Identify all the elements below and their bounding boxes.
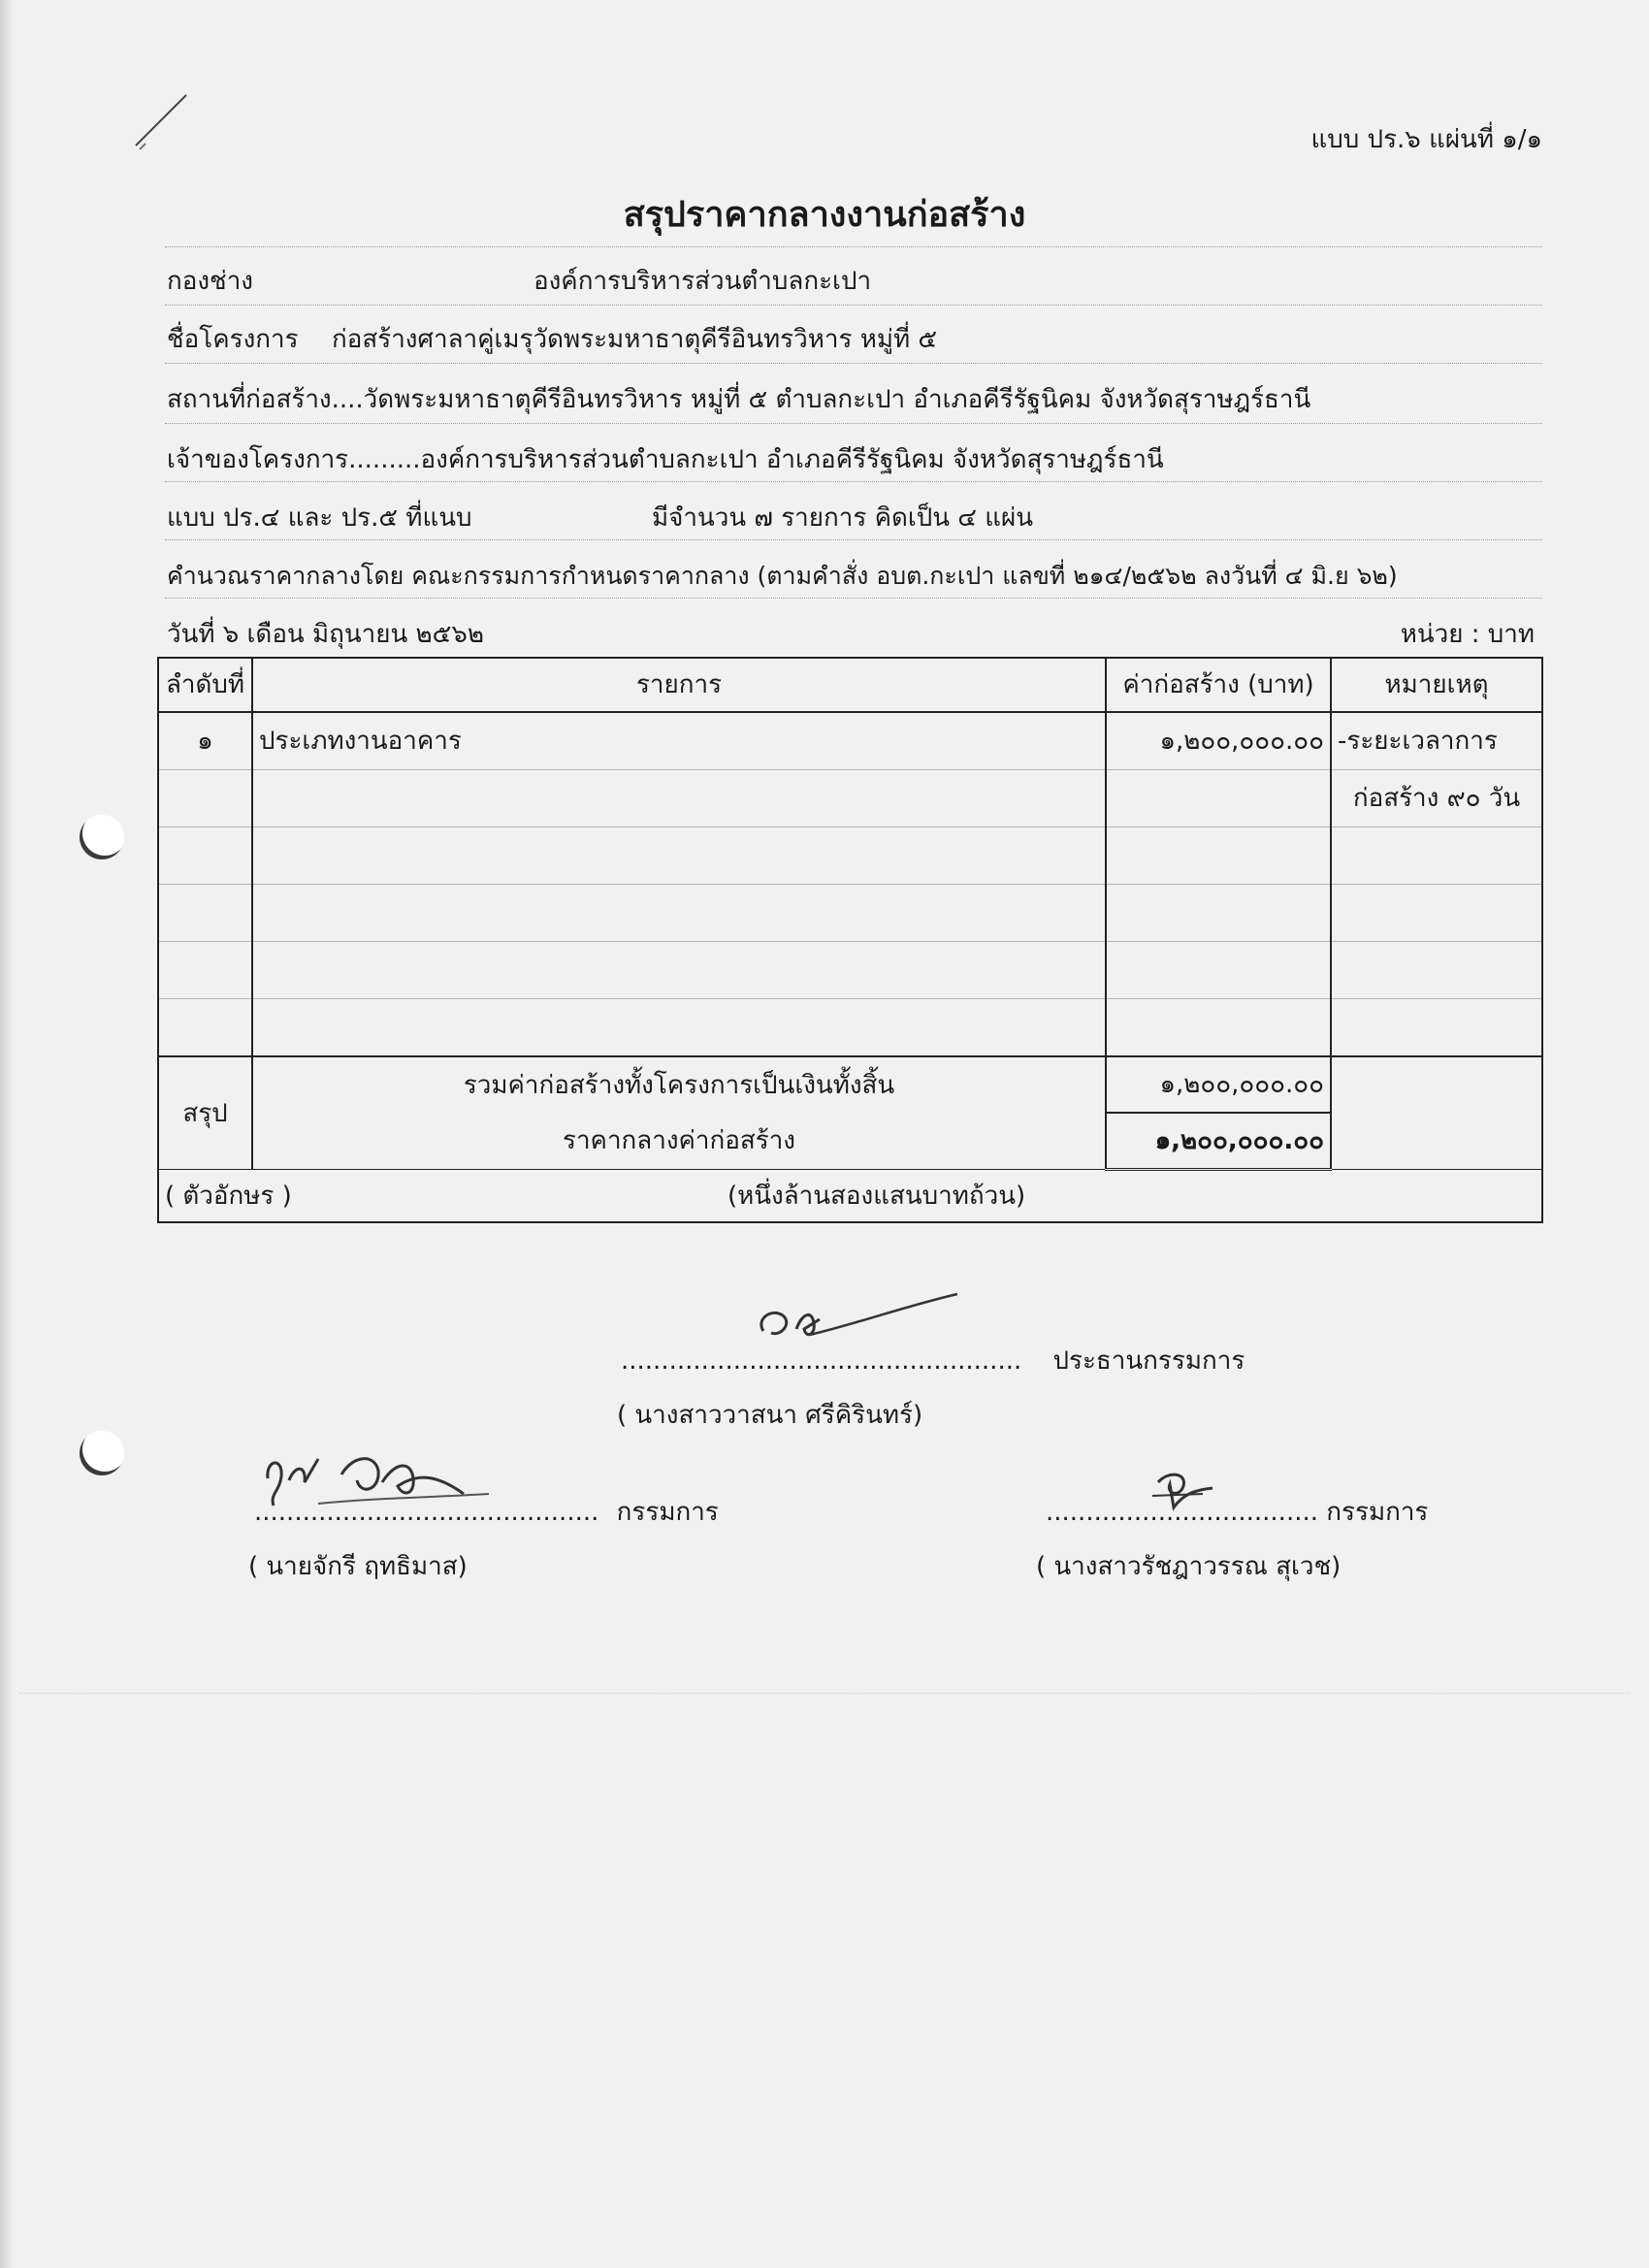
project-value: ก่อสร้างศาลาคู่เมรุวัดพระมหาธาตุคีรีอินทรวิหาร หมู่ที่ ๕ xyxy=(332,325,938,354)
member2-dots: .................................. xyxy=(1046,1498,1318,1527)
table-row xyxy=(158,712,1542,770)
attachments-row xyxy=(167,499,1544,537)
form-code: แบบ ปร.๖ แผ่นที่ ๑/๑ xyxy=(1310,125,1542,154)
row-remark xyxy=(1331,999,1542,1057)
words-value: (หนึ่งล้านสองแสนบาทถ้วน) xyxy=(728,1182,1026,1211)
unit-text: หน่วย : บาท xyxy=(1400,620,1535,649)
member1-signature-line xyxy=(254,1492,719,1532)
chair-signature-line xyxy=(621,1341,1245,1380)
cost-summary-table xyxy=(157,657,1543,1223)
row-no xyxy=(158,942,252,999)
dotted-rule xyxy=(165,481,1542,482)
calculated-by-row xyxy=(167,557,1544,596)
total-label: รวมค่าก่อสร้างทั้งโครงการเป็นเงินทั้งสิ้น xyxy=(252,1056,1106,1113)
table-row xyxy=(158,942,1542,999)
dotted-rule xyxy=(165,423,1542,424)
amount-in-words-row xyxy=(158,1170,1542,1223)
row-remark xyxy=(1331,885,1542,942)
row-cost xyxy=(1106,942,1331,999)
member1-name: ( นายจักรี ฤทธิมาส) xyxy=(248,1552,468,1581)
attachments-right: มีจำนวน ๗ รายการ คิดเป็น ๔ แผ่น xyxy=(652,503,1033,533)
division-value: องค์การบริหารส่วนตำบลกะเปา xyxy=(534,267,872,296)
col-header-remark: หมายเหตุ xyxy=(1331,658,1542,712)
table-row xyxy=(158,827,1542,885)
owner-row xyxy=(167,440,1544,479)
project-row xyxy=(167,320,1544,359)
col-header-no: ลำดับที่ xyxy=(158,658,252,712)
words-value-cell xyxy=(728,1170,1542,1223)
row-no xyxy=(158,827,252,885)
dotted-rule xyxy=(165,363,1542,364)
member2-signature-line xyxy=(1046,1492,1428,1532)
row-no xyxy=(158,770,252,827)
member2-role: กรรมการ xyxy=(1326,1498,1429,1527)
row-item xyxy=(252,885,1106,942)
member2-name: ( นางสาวรัชฎาวรรณ สุเวช) xyxy=(1036,1552,1342,1581)
row-cost xyxy=(1106,999,1331,1057)
row-cost xyxy=(1106,827,1331,885)
attachments-left: แบบ ปร.๔ และ ปร.๕ ที่แนบ xyxy=(167,503,472,533)
row-cost: ๑,๒๐๐,๐๐๐.๐๐ xyxy=(1106,712,1331,770)
col-header-cost: ค่าก่อสร้าง (บาท) xyxy=(1106,658,1331,712)
pen-mark xyxy=(126,87,204,155)
chair-dots: .................................................. xyxy=(621,1346,1022,1376)
table-row xyxy=(158,999,1542,1057)
division-label: กองช่าง xyxy=(167,267,253,296)
punch-hole-bottom xyxy=(80,1431,124,1475)
page-title: สรุปราคากลางงานก่อสร้าง xyxy=(623,195,1026,235)
table-row xyxy=(158,770,1542,827)
median-value: ๑,๒๐๐,๐๐๐.๐๐ xyxy=(1106,1113,1331,1170)
col-header-item: รายการ xyxy=(252,658,1106,712)
dotted-rule xyxy=(165,246,1542,247)
median-row xyxy=(158,1113,1542,1170)
dotted-rule xyxy=(165,598,1542,599)
row-item xyxy=(252,999,1106,1057)
chair-name: ( นางสาววาสนา ศรีคิรินทร์) xyxy=(617,1401,923,1430)
table-row xyxy=(158,885,1542,942)
row-remark: -ระยะเวลาการ xyxy=(1331,712,1542,770)
location-row xyxy=(167,380,1544,419)
row-item: ประเภทงานอาคาร xyxy=(252,712,1106,770)
date-text: วันที่ ๖ เดือน มิถุนายน ๒๕๖๒ xyxy=(167,620,484,649)
summary-label: สรุป xyxy=(158,1056,252,1170)
row-item xyxy=(252,942,1106,999)
total-value: ๑,๒๐๐,๐๐๐.๐๐ xyxy=(1106,1056,1331,1113)
row-no xyxy=(158,885,252,942)
total-remark xyxy=(1331,1056,1542,1113)
punch-hole-top xyxy=(80,815,124,859)
dotted-rule xyxy=(165,539,1542,540)
row-no xyxy=(158,999,252,1057)
row-remark: ก่อสร้าง ๙๐ วัน xyxy=(1331,770,1542,827)
row-cost xyxy=(1106,885,1331,942)
location-text: สถานที่ก่อสร้าง....วัดพระมหาธาตุคีรีอินทรวิหาร หมู่ที่ ๕ ตำบลกะเปา อำเภอคีรีรัฐนิคม จังหวัดสุราษฎร์ธานี xyxy=(167,385,1311,414)
row-remark xyxy=(1331,942,1542,999)
chair-role: ประธานกรรมการ xyxy=(1052,1346,1245,1376)
calculated-by-text: คำนวณราคากลางโดย คณะกรรมการกำหนดราคากลาง (ตามคำสั่ง อบต.กะเปา แลขที่ ๒๑๔/๒๕๖๒ ลงวันที่ ๔ มิ.ย ๖๒) xyxy=(167,562,1398,590)
scan-left-edge xyxy=(0,0,14,2268)
row-no: ๑ xyxy=(158,712,252,770)
median-remark xyxy=(1331,1113,1542,1170)
dotted-rule xyxy=(165,305,1542,306)
row-cost xyxy=(1106,770,1331,827)
owner-text: เจ้าของโครงการ.........องค์การบริหารส่วนตำบลกะเปา อำเภอคีรีรัฐนิคม จังหวัดสุราษฎร์ธานี xyxy=(167,445,1164,474)
row-remark xyxy=(1331,827,1542,885)
scan-artifact-line xyxy=(19,1693,1630,1694)
member1-role: กรรมการ xyxy=(616,1498,719,1527)
row-item xyxy=(252,827,1106,885)
project-label: ชื่อโครงการ xyxy=(167,325,299,354)
member1-dots: ........................................... xyxy=(254,1498,599,1527)
table-header-row xyxy=(158,658,1542,712)
row-item xyxy=(252,770,1106,827)
total-row xyxy=(158,1056,1542,1113)
division-row xyxy=(167,262,1544,301)
date-row xyxy=(167,615,1544,654)
words-label: ( ตัวอักษร ) xyxy=(158,1170,1106,1223)
median-label: ราคากลางค่าก่อสร้าง xyxy=(252,1113,1106,1170)
